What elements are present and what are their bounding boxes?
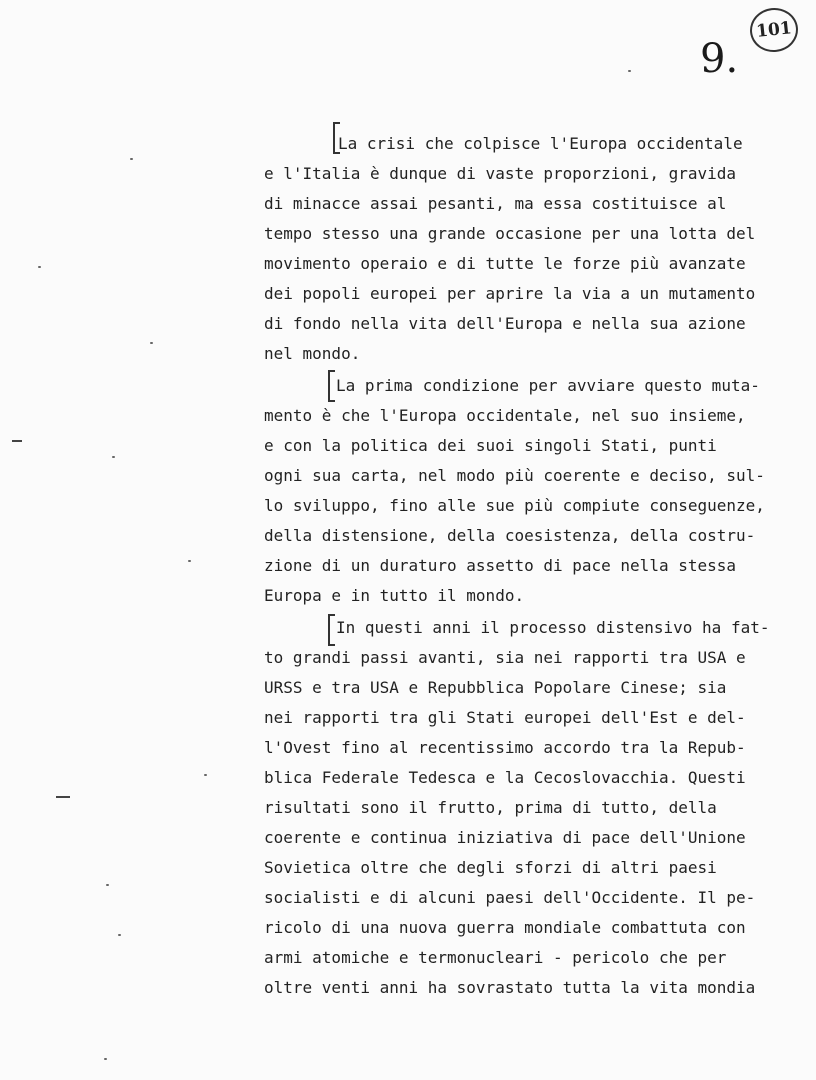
paragraph-bracket-mark [328, 370, 335, 402]
text-line: di minacce assai pesanti, ma essa costituisce al [264, 194, 727, 213]
text-line: dei popoli europei per aprire la via a un mutamento [264, 284, 756, 303]
text-line: nel mondo. [264, 344, 361, 363]
text-line: blica Federale Tedesca e la Cecoslovacchia. Questi [264, 768, 746, 787]
scan-speck [112, 456, 115, 458]
text-line: Europa e in tutto il mondo. [264, 586, 525, 605]
text-line: zione di un duraturo assetto di pace nella stessa [264, 556, 737, 575]
text-line: La prima condizione per avviare questo muta- [336, 376, 760, 395]
text-line: socialisti e di alcuni paesi dell'Occidente. Il pe- [264, 888, 756, 907]
text-line: e l'Italia è dunque di vaste proporzioni, gravida [264, 164, 737, 183]
text-line: oltre venti anni ha sovrastato tutta la vita mondia [264, 978, 756, 997]
text-line: to grandi passi avanti, sia nei rapporti tra USA e [264, 648, 746, 667]
text-line: URSS e tra USA e Repubblica Popolare Cinese; sia [264, 678, 727, 697]
text-line: coerente e continua iniziativa di pace dell'Unione [264, 828, 746, 847]
paragraph-bracket-mark [328, 614, 335, 646]
text-line: lo sviluppo, fino alle sue più compiute conseguenze, [264, 496, 765, 515]
archive-stamp: 101 [748, 6, 800, 55]
scan-speck [204, 774, 207, 776]
scan-speck [118, 934, 121, 936]
text-line: di fondo nella vita dell'Europa e nella sua azione [264, 314, 746, 333]
text-line: movimento operaio e di tutte le forze più avanzate [264, 254, 746, 273]
text-line: della distensione, della coesistenza, della costru- [264, 526, 756, 545]
text-line: In questi anni il processo distensivo ha fat- [336, 618, 770, 637]
text-line: risultati sono il frutto, prima di tutto, della [264, 798, 717, 817]
text-line: nei rapporti tra gli Stati europei dell'Est e del- [264, 708, 746, 727]
page-number: 9. [700, 36, 739, 82]
scan-speck [150, 342, 153, 344]
scan-speck [130, 158, 133, 160]
text-line: mento è che l'Europa occidentale, nel suo insieme, [264, 406, 746, 425]
text-line: La crisi che colpisce l'Europa occidentale [338, 134, 743, 153]
text-line: l'Ovest fino al recentissimo accordo tra la Repub- [264, 738, 746, 757]
text-line: e con la politica dei suoi singoli Stati, punti [264, 436, 717, 455]
text-line: Sovietica oltre che degli sforzi di altri paesi [264, 858, 717, 877]
scan-mark [12, 440, 22, 442]
text-line: ricolo di una nuova guerra mondiale combattuta con [264, 918, 746, 937]
text-line: armi atomiche e termonucleari - pericolo che per [264, 948, 727, 967]
scan-speck [104, 1058, 107, 1060]
scan-speck [188, 560, 191, 562]
scan-speck [106, 884, 109, 886]
text-line: tempo stesso una grande occasione per una lotta del [264, 224, 756, 243]
scan-mark [56, 796, 70, 798]
scan-speck [628, 70, 631, 72]
scan-speck [38, 266, 41, 268]
text-line: ogni sua carta, nel modo più coerente e deciso, sul- [264, 466, 765, 485]
